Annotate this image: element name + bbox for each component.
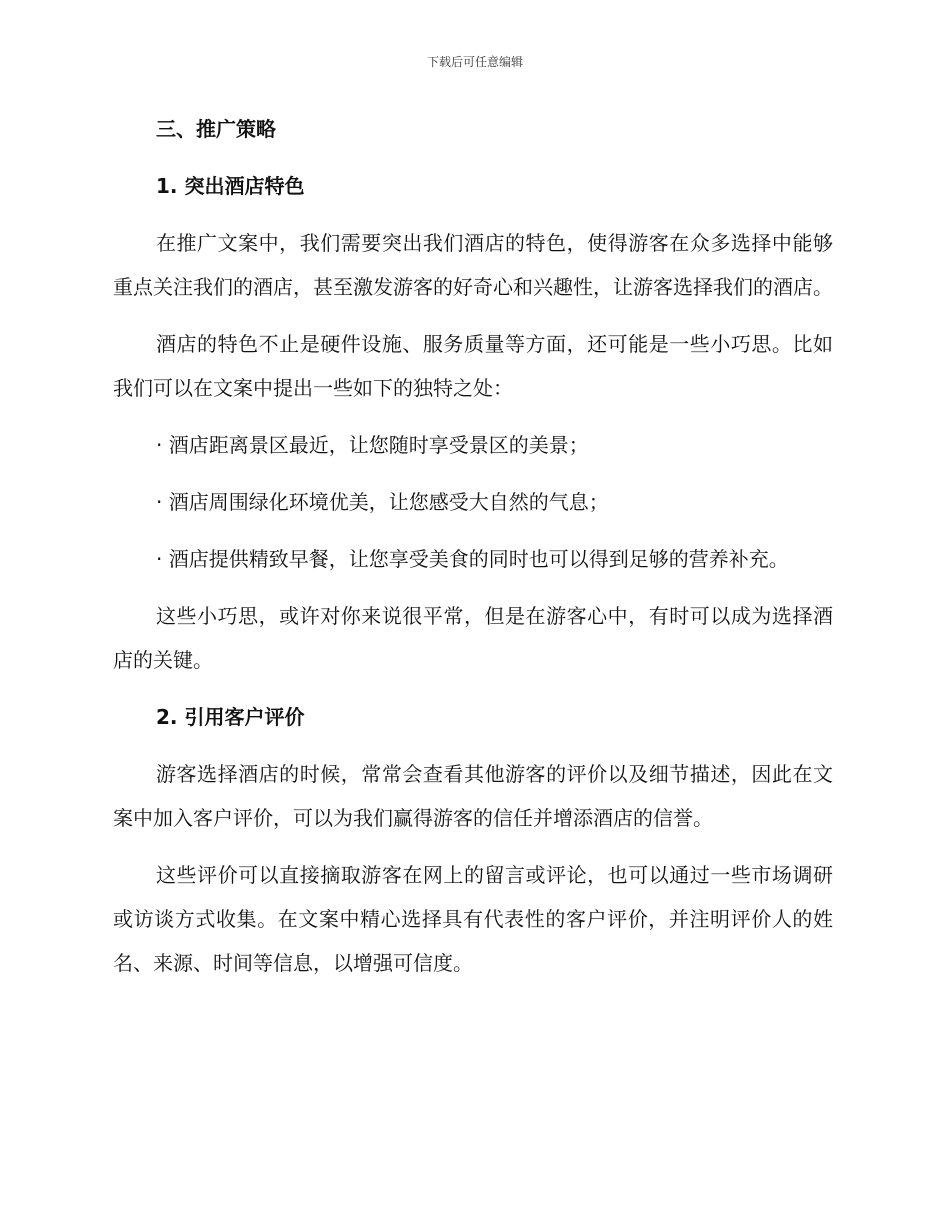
section-title: 三、推广策略 xyxy=(156,117,276,141)
paragraph-2: 酒店的特色不止是硬件设施、服务质量等方面，还可能是一些小巧思。比如我们可以在文案中提出一些如下的独特之处： xyxy=(113,332,833,400)
document-body xyxy=(113,107,833,998)
bullet-item-1: · 酒店距离景区最近，让您随时享受景区的美景； xyxy=(156,433,589,457)
paragraph-5: 这些评价可以直接摘取游客在网上的留言或评论，也可以通过一些市场调研或访谈方式收集。在文案中精心选择具有代表性的客户评价，并注明评价人的姓名、来源、时间等信息，以增强可信度。 xyxy=(113,863,833,975)
bullet-item-3: · 酒店提供精致早餐，让您享受美食的同时也可以得到足够的营养补充。 xyxy=(156,547,789,571)
paragraph-4: 游客选择酒店的时候，常常会查看其他游客的评价以及细节描述，因此在文案中加入客户评价，可以为我们赢得游客的信任并增添酒店的信誉。 xyxy=(113,762,833,830)
subsection-title-2: 2. 引用客户评价 xyxy=(156,705,305,729)
bullet-item-2: · 酒店周围绿化环境优美，让您感受大自然的气息； xyxy=(156,490,609,514)
page-header-note: 下载后可任意编辑 xyxy=(426,55,523,69)
subsection-title-1: 1. 突出酒店特色 xyxy=(156,174,305,198)
paragraph-3: 这些小巧思，或许对你来说很平常，但是在游客心中，有时可以成为选择酒店的关键。 xyxy=(113,604,833,672)
paragraph-1: 在推广文案中，我们需要突出我们酒店的特色，使得游客在众多选择中能够重点关注我们的酒店，甚至激发游客的好奇心和兴趣性，让游客选择我们的酒店。 xyxy=(113,231,833,299)
